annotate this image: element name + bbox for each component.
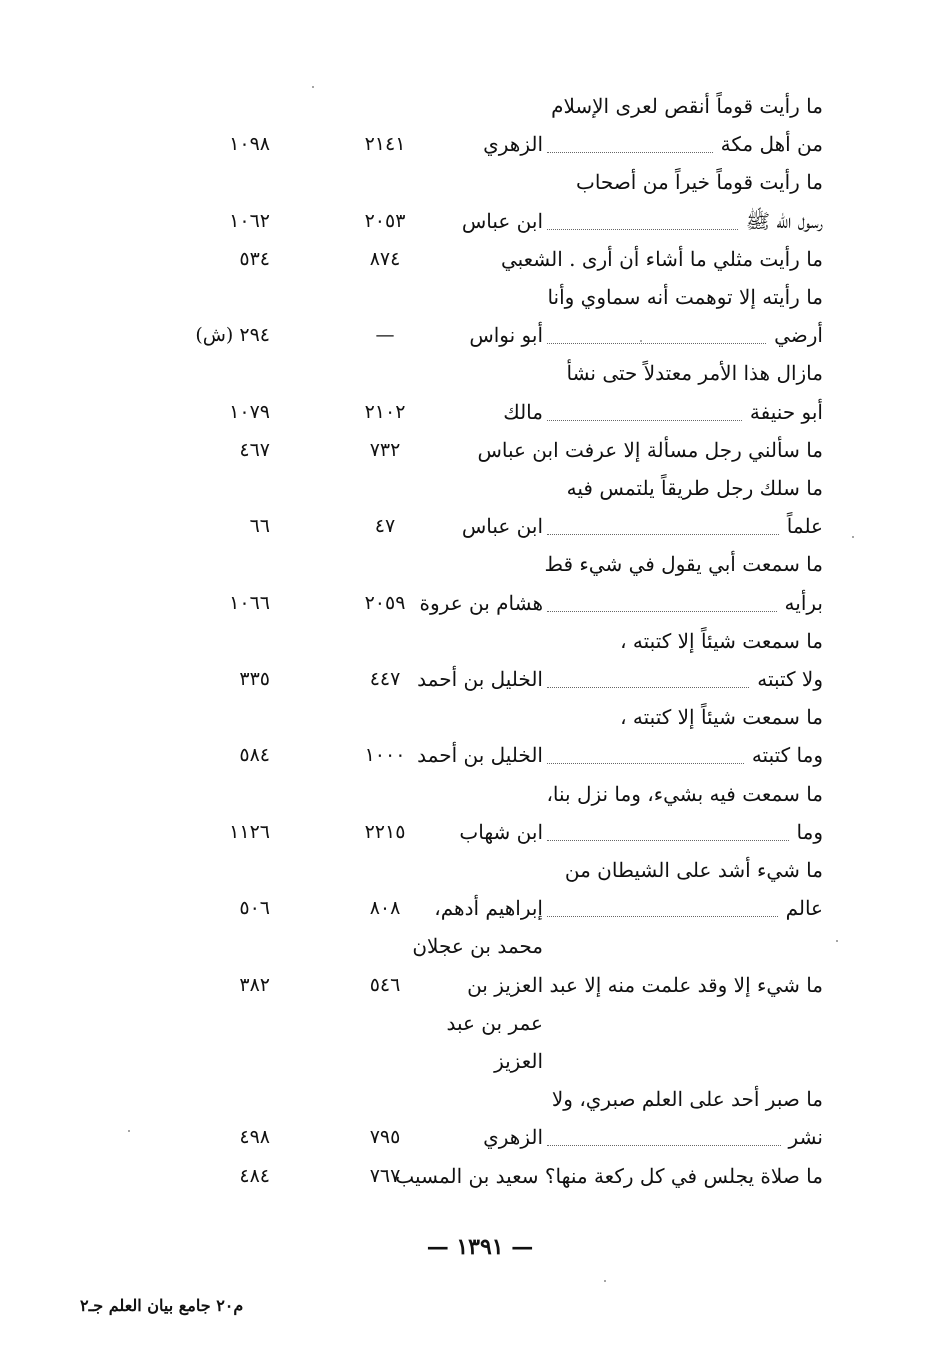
entry-text: مازال هذا الأمر معتدلاً حتى نشأ bbox=[566, 361, 823, 386]
page-ref-number: ٤٩٨ bbox=[239, 1126, 270, 1149]
index-line bbox=[0, 508, 935, 544]
hadith-number: ٢٢١٥ bbox=[364, 820, 406, 843]
entry-text: ما سمعت شيئاً إلا كتبته ، bbox=[620, 705, 823, 730]
hadith-number: ٤٤٧ bbox=[369, 668, 401, 690]
entry-text: ما رأيت قوماً أنقص لعرى الإسلام bbox=[551, 94, 823, 118]
hadith-number: ٧٩٥ bbox=[369, 1126, 401, 1149]
index-line bbox=[0, 394, 935, 430]
narrator-name: الخليل بن أحمد bbox=[417, 743, 543, 768]
page-ref-number: ١١٢٦ bbox=[229, 820, 270, 843]
narrator-name: هشام بن عروة bbox=[419, 590, 543, 615]
narrator-name: عمر بن عبد bbox=[446, 1010, 543, 1035]
narrator-name: الخليل بن أحمد bbox=[417, 667, 543, 691]
page-ref-number: ٤٦٧ bbox=[239, 438, 270, 461]
dot-leader bbox=[547, 894, 778, 917]
hadith-number: ١٠٠٠ bbox=[364, 744, 406, 767]
page-ref-number: ١٠٩٨ bbox=[229, 133, 270, 156]
page-ref-number: ٥٠٦ bbox=[239, 897, 270, 920]
narrator-name: العزيز bbox=[494, 1049, 543, 1073]
page-ref-number: ٦٦ bbox=[249, 515, 270, 538]
index-line bbox=[0, 852, 935, 888]
entry-text: ما صبر أحد على العلم صبري، ولا bbox=[551, 1087, 823, 1112]
entry-text: برأيه bbox=[784, 590, 823, 615]
index-line bbox=[0, 241, 935, 277]
entry-text: ما سألني رجل مسألة إلا عرفت ابن عباس bbox=[477, 437, 823, 462]
narrator-name: ابن شهاب bbox=[459, 819, 543, 844]
dot-leader bbox=[547, 512, 779, 535]
page-ref-number: ٥٣٤ bbox=[239, 247, 270, 270]
narrator-name: ابن عباس bbox=[461, 208, 543, 233]
entry-text: نشر bbox=[788, 1125, 823, 1150]
index-line bbox=[0, 661, 935, 697]
index-line bbox=[0, 546, 935, 582]
dot-leader bbox=[547, 589, 777, 612]
page-ref-number: ٣٣٥ bbox=[239, 668, 270, 690]
dot-leader bbox=[547, 207, 738, 230]
entry-text: ما صلاة يجلس في كل ركعة منها؟ سعيد بن المسيب bbox=[395, 1163, 823, 1188]
page-ref-number: ١٠٦٦ bbox=[229, 591, 270, 614]
entry-text: ما سمعت شيئاً إلا كتبته ، bbox=[620, 628, 823, 653]
entry-text: أبو حنيفة bbox=[749, 399, 823, 424]
page-ref-number: ٢٩٤ (ش) bbox=[195, 324, 270, 347]
hadith-number: ٢٠٥٣ bbox=[364, 209, 406, 232]
index-line bbox=[0, 890, 935, 926]
index-line bbox=[0, 1005, 935, 1041]
index-line bbox=[0, 203, 935, 239]
index-line bbox=[0, 126, 935, 162]
entry-text: ما شيء إلا وقد علمت منه إلا عبد العزيز بن bbox=[467, 972, 823, 997]
hadith-number: ٧٦٧ bbox=[369, 1164, 401, 1187]
entry-text: ما رأيت قوماً خيراً من أصحاب bbox=[575, 170, 823, 195]
narrator-name: الزهري bbox=[483, 132, 543, 157]
entry-text: علماً bbox=[786, 514, 823, 539]
dot-leader bbox=[547, 398, 742, 421]
entry-text: ما رأيت مثلي ما أشاء أن أرى . الشعبي bbox=[500, 246, 823, 271]
signature-mark: م٢٠ جامع بيان العلم جـ٢ bbox=[80, 1296, 244, 1315]
index-line bbox=[0, 699, 935, 735]
narrator-name: إبراهيم أدهم، bbox=[434, 896, 543, 921]
page-ref-number: ١٠٧٩ bbox=[229, 400, 270, 423]
index-line bbox=[0, 470, 935, 506]
hadith-number: ٢١٠٢ bbox=[364, 400, 406, 423]
hadith-number: ٧٣٢ bbox=[369, 438, 401, 461]
index-line bbox=[0, 164, 935, 200]
entry-text: من أهل مكة bbox=[720, 132, 823, 157]
index-line bbox=[0, 355, 935, 391]
index-line bbox=[0, 1158, 935, 1194]
dot-leader bbox=[547, 1123, 781, 1146]
index-line bbox=[0, 737, 935, 773]
dot-leader bbox=[547, 130, 713, 153]
hadith-number: ٨٧٤ bbox=[369, 247, 401, 270]
hadith-number: ٨٠٨ bbox=[369, 897, 401, 920]
hadith-number: ٤٧ bbox=[374, 515, 396, 538]
dot-leader bbox=[547, 665, 749, 688]
index-line bbox=[0, 317, 935, 353]
entry-text: ما سمعت أبي يقول في شيء قط bbox=[544, 552, 823, 577]
index-line bbox=[0, 1081, 935, 1117]
hadith-number: ٥٤٦ bbox=[369, 973, 401, 996]
index-line bbox=[0, 928, 935, 964]
hadith-number: ٢٠٥٩ bbox=[364, 591, 406, 614]
page-ref-number: ١٠٦٢ bbox=[229, 209, 270, 232]
index-line bbox=[0, 88, 935, 124]
entry-text: وما كتبته bbox=[751, 743, 823, 768]
index-line bbox=[0, 967, 935, 1003]
entry-text: ما سمعت فيه بشيء، وما نزل بنا، bbox=[546, 781, 823, 806]
index-line bbox=[0, 814, 935, 850]
entry-text: رسول الله ﷺ bbox=[745, 208, 823, 233]
dot-leader bbox=[547, 741, 744, 764]
entry-text: ما سلك رجل طريقاً يلتمس فيه bbox=[566, 476, 823, 500]
scan-speck bbox=[604, 1280, 606, 1282]
entry-text: عالم bbox=[785, 896, 823, 921]
index-line bbox=[0, 623, 935, 659]
index-line bbox=[0, 1043, 935, 1079]
entry-text: أرضي bbox=[774, 323, 823, 348]
page-ref-number: ٤٨٤ bbox=[239, 1164, 270, 1187]
index-line bbox=[0, 432, 935, 468]
index-line bbox=[0, 776, 935, 812]
entry-text: ما شيء أشد على الشيطان من bbox=[564, 858, 823, 882]
hadith-number: ٢١٤١ bbox=[364, 133, 406, 156]
index-line bbox=[0, 1119, 935, 1155]
dot-leader bbox=[547, 818, 789, 841]
index-line bbox=[0, 585, 935, 621]
entry-text: ولا كتبته bbox=[757, 667, 823, 691]
narrator-name: محمد بن عجلان bbox=[412, 934, 543, 959]
index-line bbox=[0, 279, 935, 315]
narrator-name: ابن عباس bbox=[461, 514, 543, 539]
page-ref-number: ٥٨٤ bbox=[239, 744, 270, 767]
narrator-name: أبو نواس bbox=[469, 323, 543, 348]
dot-leader bbox=[547, 321, 766, 344]
hadith-number: — bbox=[375, 324, 395, 347]
entry-text: ما رأيته إلا توهمت أنه سماوي وأنا bbox=[547, 285, 823, 309]
page-ref-number: ٣٨٢ bbox=[239, 973, 270, 996]
entry-text: وما bbox=[796, 819, 823, 844]
page-number: — ١٣٩١ — bbox=[426, 1234, 534, 1260]
narrator-name: مالك bbox=[503, 399, 543, 424]
narrator-name: الزهري bbox=[483, 1125, 543, 1150]
